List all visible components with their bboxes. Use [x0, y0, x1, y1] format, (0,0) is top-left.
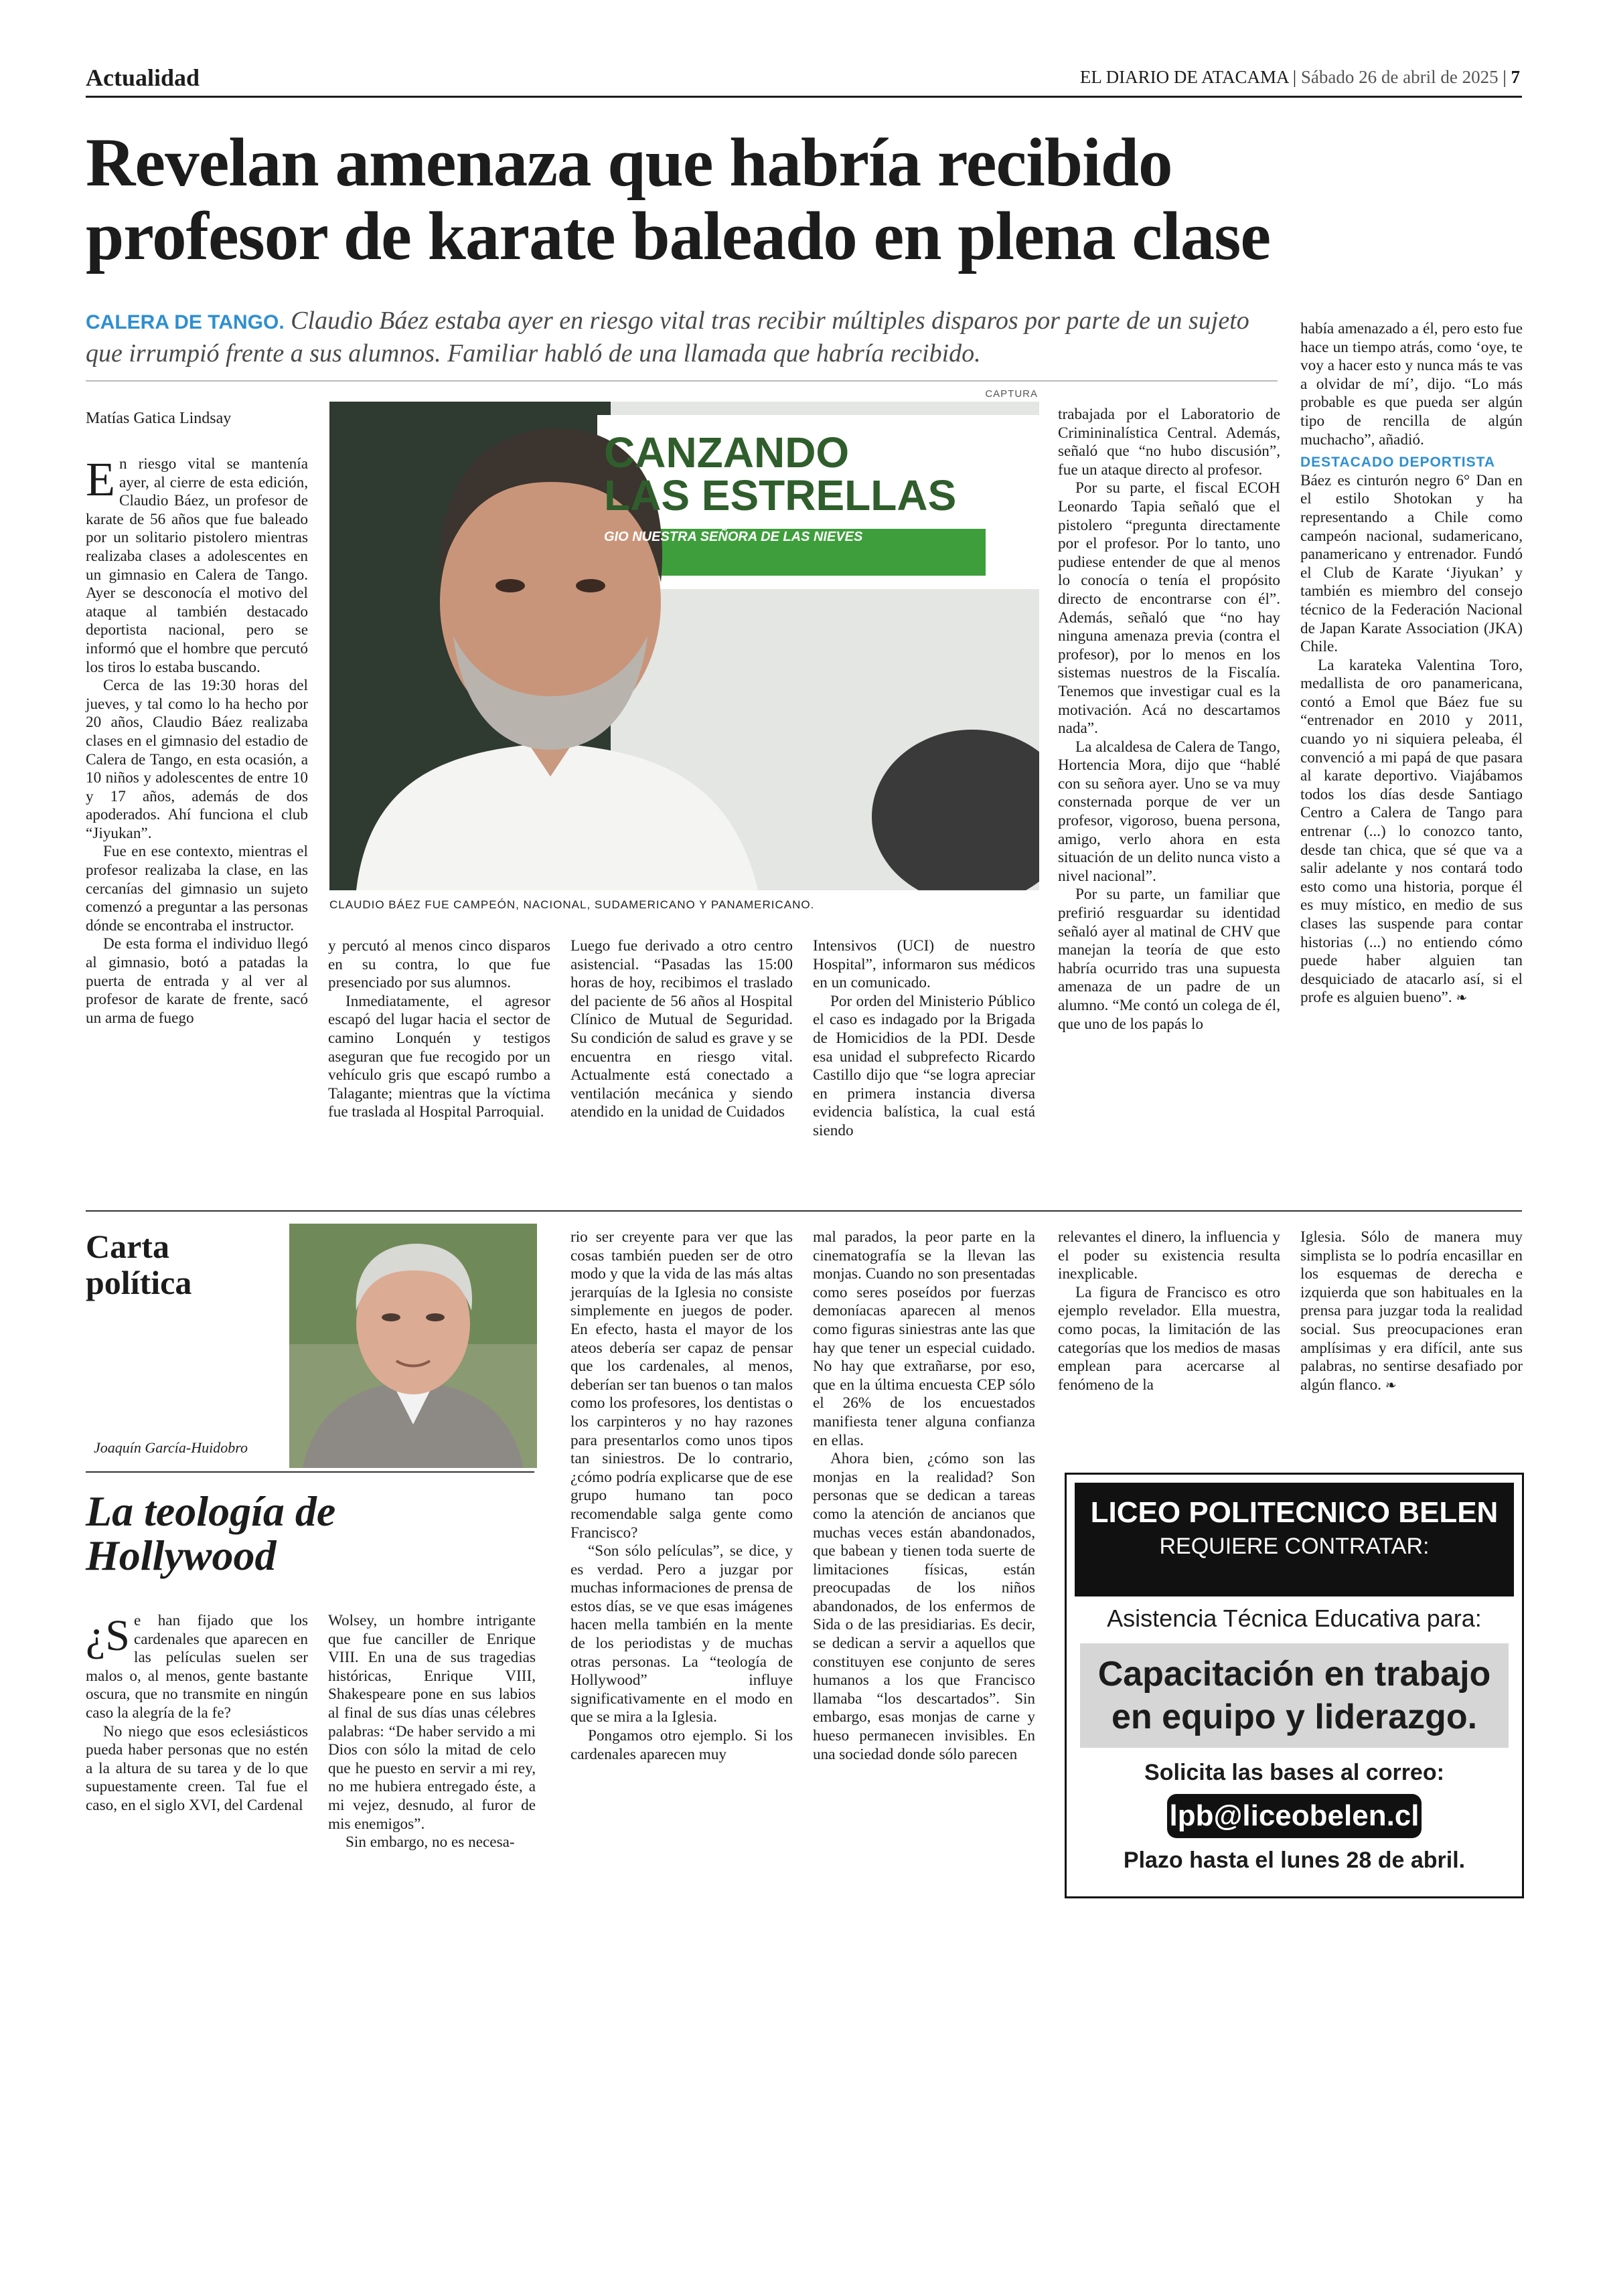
end-mark-icon: ❧: [1456, 991, 1468, 1006]
opinion-column-name: [86, 1228, 192, 1301]
article-paragraph: Por su parte, un familiar que prefirió resguardar su identidad señaló ayer al matinal de CHV que manejan la teoría de que esto habría ocurrido tras una supuesta amenaza de un padre de un alumno. “Me contó un colega de él, que uno de los papás lo: [1058, 886, 1280, 1033]
opinion-title-line: La teología de: [86, 1487, 336, 1535]
article-paragraph: [1300, 657, 1523, 1008]
header-separator: |: [1292, 67, 1301, 87]
ad-email[interactable]: lpb@liceobelen.cl: [1167, 1794, 1422, 1838]
ad-requires: REQUIERE CONTRATAR:: [1159, 1534, 1430, 1559]
banner-line: GIO NUESTRA SEÑORA DE LAS NIEVES: [604, 529, 863, 544]
paragraph-text: La karateka Valentina Toro, medallista de oro panamericana, contó a Emol que Báez fue su “entrenador en 2010 y 2011, cuando yo ni siquiera peleaba, él convenció a mi papá de que pasara al karate deportivo. Viajábamos todos los días desde Santiago Centro a Calera de Tango para entrenar (...) lo conozco tanto, desde tan chica, que sé que va a salir adelante y nos contará todo esto como una historia, porque él es muy místico, en medio de sus clases las suspende para contar historias (...) no entiendo cómo puede haber alguien tan desquiciado de atacarlo así, si el profe es alguien bueno”.: [1300, 656, 1523, 1007]
header-rule: [86, 96, 1522, 98]
banner-line: LAS ESTRELLAS: [604, 471, 957, 519]
opinion-paragraph: rio ser creyente para ver que las cosas también pueden ser de otro modo y que la vida de las más altas jerarquías de la Iglesia no consiste simplemente en juegos de poder. En efecto, hasta el mayor de los ateos debería ser capaz de pensar que los cardenales, al menos, deberían ser tan buenos o tan malos como los profesores, los dentistas o los carpinteros y no hay razones para presentarlos como unos tipos tan siniestros. De lo contrario, ¿cómo podría explicarse que de ese grupo humano tan poco recomendable salga gente como Francisco?: [570, 1228, 793, 1542]
ad-course-line: en equipo y liderazgo.: [1111, 1698, 1478, 1736]
article-column-2: [328, 937, 550, 1122]
article-paragraph: Báez es cinturón negro 6° Dan en el estilo Shotokan y ha representando a Chile como campeón nacional, sudamericano, panamericano y entrenador. Fundó el Club de Karate ‘Jiyukan’ y también es miembro del consejo técnico de la Federación Nacional de Japan Karate Association (JKA) Chile.: [1300, 471, 1523, 656]
opinion-paragraph: [1300, 1228, 1523, 1395]
article-lead: [86, 305, 1278, 369]
article-paragraph: [86, 455, 308, 677]
article-paragraph: Por su parte, el fiscal ECOH Leonardo Tapia señaló que el pistolero “pregunta directamente por el profesor. Por lo tanto, uno pudiese entender de que al menos lo conocía o tenía el propósito directo de encontrarse con él”. Además, señaló que “no hay ninguna amenaza previa (contra el profesor), por lo menos en los sistemas nuestros de la Fiscalía. Tenemos que investigar cual es la motivación. Acá no descartamos nada”.: [1058, 479, 1280, 738]
article-paragraph: Luego fue derivado a otro centro asistencial. “Pasadas las 15:00 horas de hoy, recibimos el traslado del paciente de 56 años al Hospital Clínico de Mutual de Seguridad. Su condición de salud es grave y se encuentra en riesgo vital. Actualmente está conectado a ventilación mecánica y siendo atendido en la unidad de Cuidados: [570, 937, 793, 1121]
byline: Matías Gatica Lindsay: [86, 410, 232, 427]
opinion-column-4: [813, 1228, 1035, 1764]
opinion-paragraph: Sin embargo, no es necesa-: [346, 1833, 515, 1852]
opinion-column-6: [1300, 1228, 1523, 1395]
lead-rule: [86, 380, 1278, 382]
header-separator: |: [1503, 67, 1511, 87]
article-paragraph: De esta forma el individuo llegó al gimnasio, botó a patadas la puerta de entrada y al ver al profesor de karate de frente, sacó un arma de fuego: [86, 935, 308, 1027]
opinion-paragraph: relevantes el dinero, la influencia y el poder su existencia resulta inexplicable.: [1058, 1228, 1280, 1283]
article-column-4: [813, 937, 1035, 1141]
section-subhead: DESTACADO DEPORTISTA: [1300, 455, 1496, 471]
issue-date: Sábado 26 de abril de 2025: [1300, 67, 1499, 87]
article-paragraph: había amenazado a él, pero esto fue hace un tiempo atrás, como ‘oye, te voy a hacer esto y nunca más te vas a olvidar de mí’, dijo. “Lo más probable es que pueda ser algún tipo de rencilla de algún muchacho”, añadió.: [1300, 320, 1523, 448]
ad-position: Asistencia Técnica Educativa para:: [1107, 1605, 1482, 1632]
article-photo: [329, 402, 1039, 890]
opinion-paragraph: mal parados, la peor parte en la cinematografía se la llevan las monjas. Cuando no son presentadas como seres poseídos por fuerzas demoníacas aparecen al menos como figuras siniestras ante las que hay que tener un especial cuidado. No hay que extrañarse, por eso, que en la última encuesta CEP sólo el 26% de los encuestados manifiesta tener alguna confianza en ellas.: [813, 1228, 1035, 1449]
opinion-paragraph: [86, 1612, 308, 1723]
article-paragraph: La alcaldesa de Calera de Tango, Hortencia Mora, dijo que “hablé con su señora ayer. Uno se va muy consternada porque de ver un profesor, vigoroso, buena persona, amigo, verlo ahora en esta situación de un delito nunca visto a nivel nacional”.: [1058, 738, 1280, 885]
opinion-paragraph: No niego que esos eclesiásticos pueda haber personas que no estén a la altura de su tarea y de lo que supuestamente creen. Tal fue el caso, en el siglo XVI, del Cardenal: [86, 1722, 308, 1814]
headline-line: Revelan amenaza que habría recibido: [86, 125, 1172, 201]
end-mark-icon: ❧: [1385, 1378, 1397, 1393]
article-column-3: [570, 937, 793, 1122]
banner-line: CANZANDO: [604, 428, 850, 477]
ad-header: [1075, 1483, 1514, 1596]
ad-deadline: Plazo hasta el lunes 28 de abril.: [1123, 1848, 1466, 1873]
article-kicker: CALERA DE TANGO.: [86, 311, 285, 333]
article-paragraph: Intensivos (UCI) de nuestro Hospital”, informaron sus médicos en un comunicado.: [813, 937, 1035, 992]
drop-cap: E: [86, 453, 115, 506]
opinion-column-1: [86, 1612, 308, 1815]
opinion-title: [86, 1489, 528, 1578]
drop-cap: ¿S: [86, 1611, 130, 1660]
paragraph-text: e han fijado que los cardenales que aparecen en las películas suelen ser malos o, al menos, gente bastante oscura, que no transmite en ningún caso la alegría de la fe?: [86, 1612, 308, 1722]
column-name-line: política: [86, 1264, 192, 1301]
article-column-6: [1300, 320, 1523, 1008]
article-paragraph: Inmediatamente, el agresor escapó del lugar hacia el sector de camino Lonquén y testigos aseguran que fue recogido por un vehículo gris que escapó rumbo a Talagante; mientras que la víctima fue traslada al Hospital Parroquial.: [328, 992, 550, 1121]
article-paragraph: Fue en ese contexto, mientras el profesor realizaba la clase, en las cercanías del gimnasio un sujeto comenzó a preguntar a las personas dónde se encontraba el instructor.: [86, 843, 308, 934]
section-divider: [86, 1210, 1522, 1212]
article-paragraph: y percutó al menos cinco disparos en su contra, lo que fue presenciado por sus alumnos.: [328, 937, 550, 992]
photo-caption: CLAUDIO BÁEZ FUE CAMPEÓN, NACIONAL, SUDAMERICANO Y PANAMERICANO.: [329, 898, 815, 911]
opinion-title-line: Hollywood: [86, 1532, 277, 1579]
opinion-paragraph: Pongamos otro ejemplo. Si los cardenales aparecen muy: [570, 1727, 793, 1763]
article-paragraph: Por orden del Ministerio Público el caso es indagado por la Brigada de Homicidios de la PDI. Desde esa unidad el subprefecto Ricardo Castillo dijo que “se logra apreciar en primera instancia diversa evidencia balística, la cual está siendo: [813, 992, 1035, 1139]
opinion-paragraph: La figura de Francisco es otro ejemplo revelador. Ella muestra, como pocas, la limitación de las categorías que los medios de masas emplean para acercarse al fenómeno de la: [1058, 1283, 1280, 1394]
article-paragraph: trabajada por el Laboratorio de Crimininalística Central. Además, señaló que “no hubo discusión”, fue un ataque directo al profesor.: [1058, 406, 1280, 479]
author-photo: [289, 1224, 537, 1468]
ad-course-box: [1080, 1643, 1509, 1748]
opinion-paragraph: Wolsey, un hombre intrigante que fue canciller de Enrique VIII. En una de sus tragedias históricas, Enrique VIII, Shakespeare pone en sus labios al final de sus días unas célebres palabras: “De haber servido a mi Dios con sólo la mitad de celo que he puesto en servir a mi rey, no me hubiera entregado éste, a mi vejez, desnudo, al furor de mis enemigos”.: [328, 1612, 536, 1833]
opinion-column-5: [1058, 1228, 1280, 1394]
ad-school-name: LICEO POLITECNICO BELEN: [1090, 1496, 1499, 1529]
opinion-paragraph: “Son sólo películas”, se dice, y es verdad. Pero a juzgar por muchas informaciones de prensa de estos días, se ve que esas imágenes hacen mella también en la mente de los periodistas y de muchas otras personas. La “teología de Hollywood” influye significativamente en el modo en que se mira a la Iglesia.: [570, 1542, 793, 1726]
photo-credit: CAPTURA: [985, 388, 1038, 400]
page-number: 7: [1511, 67, 1520, 87]
lead-text: Claudio Báez estaba ayer en riesgo vital tras recibir múltiples disparos por parte de un sujeto que irrumpió frente a sus alumnos. Familiar habló de una llamada que habría recibido.: [86, 307, 1249, 367]
author-name: Joaquín García-Huidobro: [94, 1439, 248, 1456]
newspaper-name: EL DIARIO DE ATACAMA: [1079, 67, 1288, 87]
job-advertisement: [1065, 1473, 1524, 1898]
column-name-line: Carta: [86, 1228, 169, 1265]
article-column-1: [86, 455, 308, 1028]
paragraph-text: n riesgo vital se mantenía ayer, al cierre de esta edición, Claudio Báez, un profesor de karate de 56 años que fue baleado por un solitario pistolero mientras realizaba clases a adolescentes en un gimnasio en Calera de Tango. Ayer se desconocía el motivo del ataque al también destacado deportista nacional, pero se informó que el hombre que percutó los tiros lo estaba buscando.: [86, 455, 308, 676]
paragraph-text: Iglesia. Sólo de manera muy simplista se lo podría encasillar en los esquemas de derecha e izquierda que son habituales en la prensa para juzgar toda la realidad social. Sus preocupaciones eran amplísimas y era difícil, ante sus palabras, no sentirse desafiado por algún flanco.: [1300, 1228, 1523, 1394]
ad-apply: Solicita las bases al correo:: [1144, 1760, 1444, 1785]
article-headline: [86, 126, 1545, 273]
author-portrait: [289, 1224, 537, 1468]
opinion-column-3: [570, 1228, 793, 1764]
opinion-author-rule: [86, 1471, 534, 1473]
article-paragraph: Cerca de las 19:30 horas del jueves, y tal como lo ha hecho por 20 años, Claudio Báez realizaba clases en el gimnasio del estadio de Calera de Tango, en esta ocasión, a 10 niños y adolescentes de entre 10 y 17 años, además de dos apoderados. Ahí funciona el club “Jiyukan”.: [86, 677, 308, 842]
page-header: [716, 67, 1520, 88]
photo-banner: [604, 428, 1032, 545]
headline-line: profesor de karate baleado en plena clase: [86, 198, 1271, 274]
article-column-5: [1058, 406, 1280, 1034]
opinion-column-2: [328, 1612, 536, 1852]
section-label: Actualidad: [86, 64, 200, 91]
ad-course-line: Capacitación en trabajo: [1097, 1655, 1491, 1694]
opinion-paragraph: Ahora bien, ¿cómo son las monjas en la realidad? Son personas que se dedican a tareas como la atención de ancianos que muchas veces están abandonados, que babean y tienen toda suerte de limitaciones físicas, están preocupadas de los niños abandonados, de los enfermos de Sida o de las presidiarias. Es decir, se dedican a servir a aquellos que constituyen ese conjunto de seres humanos a los que Francisco llamaba “los descartados”. Sin embargo, esas monjas de carne y hueso permanecen invisibles. En una sociedad donde sólo parecen: [813, 1450, 1035, 1763]
